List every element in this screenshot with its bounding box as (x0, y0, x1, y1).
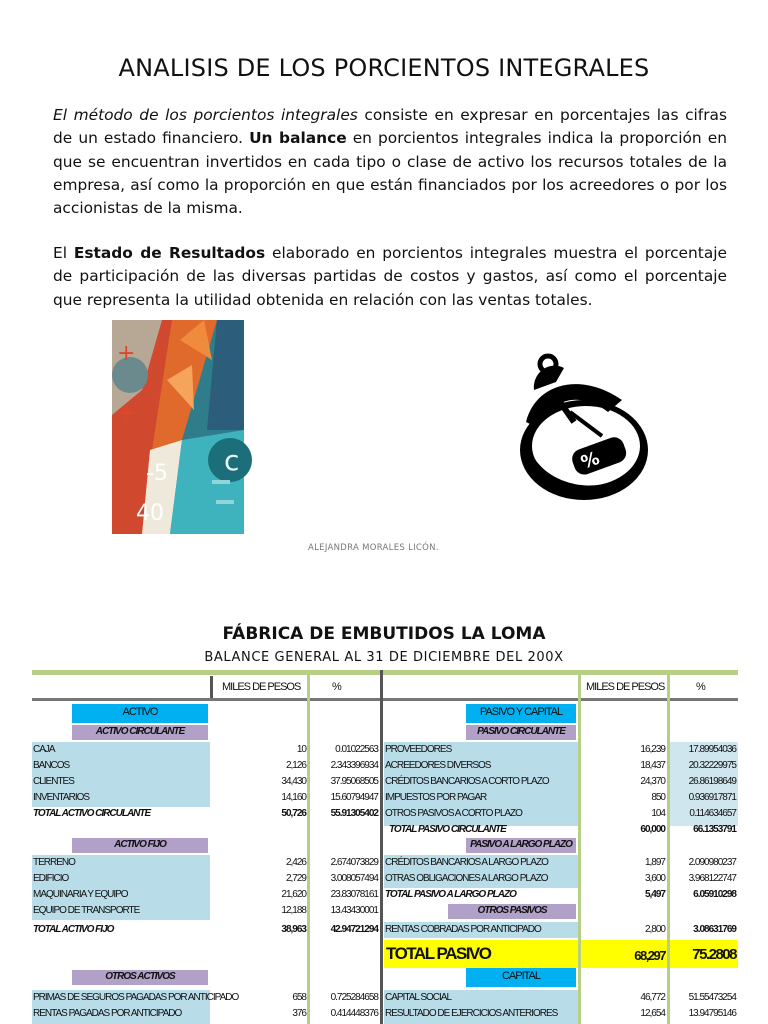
row-value: 2,126 (285, 760, 306, 771)
clipart-digits-2: 40 (136, 501, 164, 526)
row-label: ACREEDORES DIVERSOS (385, 760, 491, 771)
row-pct: 2.090980237 (688, 857, 736, 868)
row-label: CAPITAL SOCIAL (385, 992, 452, 1003)
svg-text:+: + (117, 341, 136, 366)
section-pasivo-capital: PASIVO Y CAPITAL (466, 704, 576, 723)
row-label: EQUIPO DE TRANSPORTE (33, 905, 140, 916)
row-value: 18,437 (640, 760, 665, 771)
row-value: 46,772 (640, 992, 665, 1003)
svg-text:c: c (224, 444, 240, 477)
row-pct: 13.94795146 (688, 1008, 736, 1019)
paragraph-italic: El método de los porcientos integrales (53, 106, 358, 124)
row-label: BANCOS (33, 760, 70, 771)
total-pasivo-largo-pct: 6.05910298 (693, 889, 736, 900)
section-otros-pasivos: OTROS PASIVOS (448, 904, 576, 919)
row-value: 10 (296, 744, 306, 755)
total-activo-circulante-label: TOTAL ACTIVO CIRCULANTE (33, 808, 151, 819)
balance-subtitle: BALANCE GENERAL AL 31 DE DICIEMBRE DEL 200X (204, 650, 564, 665)
row-pct: 0.725284658 (330, 992, 378, 1003)
row-label: CRÉDITOS BANCARIOS A LARGO PLAZO (385, 857, 548, 868)
percent-symbol: % (578, 447, 603, 474)
col-header-pct: % (332, 681, 341, 693)
col-header-miles: MILES DE PESOS (222, 681, 301, 693)
row-pct: 0.114634657 (689, 808, 736, 819)
total-activo-fijo-label: TOTAL ACTIVO FIJO (33, 924, 114, 935)
total-pasivo-label: TOTAL PASIVO (386, 944, 491, 963)
row-pct: 13.43430001 (330, 905, 378, 916)
row-label: PROVEEDORES (385, 744, 452, 755)
abstract-numbers-image (112, 320, 244, 534)
row-label: RENTAS COBRADAS POR ANTICIPADO (385, 924, 541, 935)
row-label: RESULTADO DE EJERCICIOS ANTERIORES (385, 1008, 558, 1019)
row-pct: 0.936917871 (688, 792, 736, 803)
row-pct: 3.968122747 (688, 873, 736, 884)
paragraph-balance (53, 104, 727, 220)
row-pct: 2.343396934 (330, 760, 378, 771)
paragraph-bold: Un balance (249, 129, 347, 148)
row-value: 104 (651, 808, 665, 819)
row-pct: 17.89954036 (688, 744, 736, 755)
paragraph-text: elaborado en porcientos integrales muestra el porcentaje de participación de las diversas partidas de costos y gastos, así como el porcentaje que representa la utilidad obtenida en relación con las ventas totales. (53, 244, 727, 309)
total-pasivo-pct: 75.2808 (692, 946, 736, 963)
balance-table (32, 670, 738, 1024)
section-capital: CAPITAL (466, 968, 576, 987)
row-value: 16,239 (640, 744, 665, 755)
stopwatch-percent-icon (512, 352, 656, 508)
row-value: 14,160 (281, 792, 306, 803)
row-value: 1,897 (644, 857, 665, 868)
total-activo-fijo-pct: 42.94721294 (330, 924, 378, 935)
row-value: 850 (651, 792, 665, 803)
svg-text:+: + (117, 401, 136, 426)
total-pasivo-largo-label: TOTAL PASIVO A LARGO PLAZO (385, 889, 516, 900)
paragraph-resultados (53, 242, 727, 312)
row-pct: 23.83078161 (330, 889, 378, 900)
company-name: FÁBRICA DE EMBUTIDOS LA LOMA (222, 624, 546, 644)
col-header-pct: % (696, 681, 705, 693)
section-activo-fijo: ACTIVO FIJO (72, 838, 208, 853)
page-title: ANALISIS DE LOS PORCIENTOS INTEGRALES (118, 54, 650, 82)
row-pct: 0.01022563 (335, 744, 378, 755)
row-value: 2,729 (285, 873, 306, 884)
section-otros-activos: OTROS ACTIVOS (72, 970, 208, 985)
row-value: 21,620 (281, 889, 306, 900)
row-pct: 15.60794947 (330, 792, 378, 803)
row-value: 376 (292, 1008, 306, 1019)
total-pasivo-value: 68,297 (634, 948, 665, 963)
row-label: OTRAS OBLIGACIONES A LARGO PLAZO (385, 873, 548, 884)
row-pct: 20.32229975 (688, 760, 736, 771)
row-label: CAJA (33, 744, 55, 755)
total-pasivo-circulante-pct: 66.1353791 (693, 824, 736, 835)
row-value: 12,188 (281, 905, 306, 916)
clipart-digits: -5 (146, 461, 168, 486)
section-activo-circulante: ACTIVO CIRCULANTE (72, 725, 208, 740)
row-value: 2,426 (285, 857, 306, 868)
paragraph-text: El (53, 244, 74, 262)
total-activo-circulante-value: 50,726 (281, 808, 306, 819)
row-label: RENTAS PAGADAS POR ANTICIPADO (33, 1008, 182, 1019)
row-pct: 0.414448376 (330, 1008, 378, 1019)
total-activo-circulante-pct: 55.91305402 (330, 808, 378, 819)
row-label: OTROS PASIVOS A CORTO PLAZO (385, 808, 522, 819)
section-activo: ACTIVO (72, 704, 208, 723)
paragraph-text: consiste en expresar en porcentajes las cifras de un estado financiero. (53, 106, 727, 148)
total-pasivo-largo-value: 5,497 (644, 889, 665, 900)
total-activo-fijo-value: 38,963 (281, 924, 306, 935)
section-pasivo-largo: PASIVO A LARGO PLAZO (466, 838, 576, 853)
total-pasivo-circulante-label: TOTAL PASIVO CIRCULANTE (389, 824, 506, 835)
row-label: INVENTARIOS (33, 792, 90, 803)
row-pct: 3.08631769 (693, 924, 736, 935)
row-pct: 51.55473254 (688, 992, 736, 1003)
row-label: CRÉDITOS BANCARIOS A CORTO PLAZO (385, 776, 549, 787)
row-label: MAQUINARIA Y EQUIPO (33, 889, 128, 900)
row-label: PRIMAS DE SEGUROS PAGADAS POR ANTICIPADO (33, 992, 239, 1003)
row-pct: 3.008057494 (330, 873, 378, 884)
row-label: CLIENTES (33, 776, 74, 787)
row-value: 12,654 (640, 1008, 665, 1019)
row-pct: 26.86198649 (688, 776, 736, 787)
row-pct: 2.674073829 (330, 857, 378, 868)
col-header-miles: MILES DE PESOS (586, 681, 665, 693)
author-credit: ALEJANDRA MORALES LICÓN. (308, 543, 439, 553)
row-value: 24,370 (640, 776, 665, 787)
row-pct: 37.95068505 (330, 776, 378, 787)
row-value: 3,600 (644, 873, 665, 884)
row-label: TERRENO (33, 857, 75, 868)
row-label: EDIFICIO (33, 873, 69, 884)
row-value: 34,430 (281, 776, 306, 787)
paragraph-bold: Estado de Resultados (73, 244, 266, 262)
row-value: 658 (292, 992, 306, 1003)
row-value: 2,800 (644, 924, 665, 935)
total-pasivo-circulante-value: 60,000 (640, 824, 665, 835)
row-label: IMPUESTOS POR PAGAR (385, 792, 487, 803)
section-pasivo-circulante: PASIVO CIRCULANTE (466, 725, 576, 740)
paragraph-text: en porcientos integrales indica la proporción en que se encuentran invertidos en cada tipo o clase de activo los recursos totales de la empresa, así como la proporción en que están financiados por los acreedores o por los accionistas de la misma. (53, 129, 727, 218)
